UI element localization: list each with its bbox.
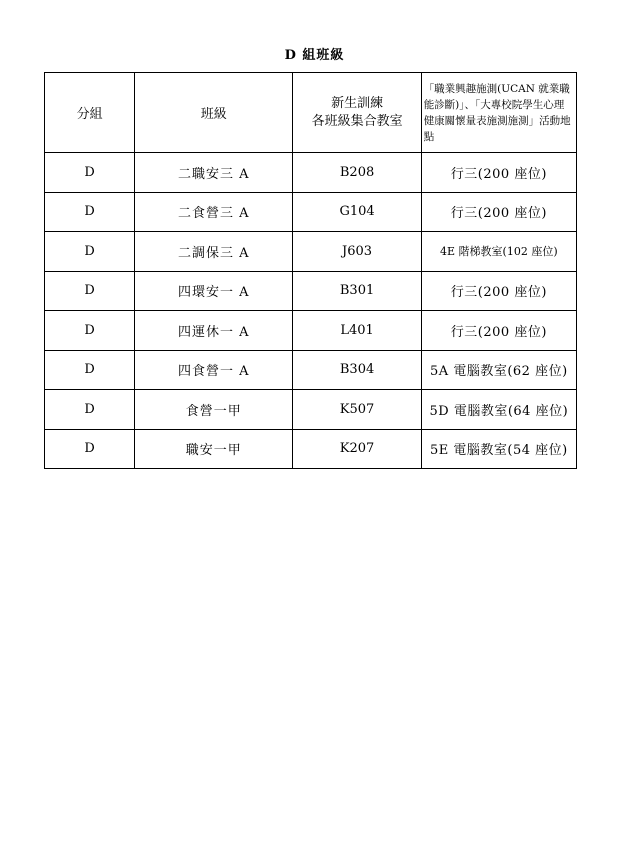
cell-group: D <box>45 350 135 390</box>
cell-class: 二職安三 A <box>135 153 293 193</box>
cell-group: D <box>45 390 135 430</box>
class-schedule-table <box>44 72 577 469</box>
cell-room: B301 <box>293 271 421 311</box>
cell-room: K507 <box>293 390 421 430</box>
cell-location: 5E 電腦教室(54 座位) <box>421 429 576 469</box>
page-title: D 組班級 <box>284 48 345 63</box>
cell-location: 行三(200 座位) <box>421 153 576 193</box>
cell-class: 四環安一 A <box>135 271 293 311</box>
table-row <box>45 350 577 390</box>
table-row <box>45 232 577 272</box>
cell-group: D <box>45 429 135 469</box>
cell-location: 4E 階梯教室(102 座位) <box>421 232 576 272</box>
header-location: 「職業興趣施測(UCAN 就業職能診斷)」、「大專校院學生心理健康關懷量表施測施測」活動地點 <box>421 73 576 153</box>
cell-room: G104 <box>293 192 421 232</box>
cell-room: B208 <box>293 153 421 193</box>
cell-group: D <box>45 192 135 232</box>
cell-class: 職安一甲 <box>135 429 293 469</box>
cell-location: 行三(200 座位) <box>421 192 576 232</box>
cell-group: D <box>45 153 135 193</box>
cell-location: 5D 電腦教室(64 座位) <box>421 390 576 430</box>
header-group: 分組 <box>45 73 135 153</box>
header-room <box>293 73 421 153</box>
cell-group: D <box>45 232 135 272</box>
header-room-line1: 新生訓練 <box>331 95 384 111</box>
cell-class: 二調保三 A <box>135 232 293 272</box>
header-class: 班級 <box>135 73 293 153</box>
table-row <box>45 311 577 351</box>
cell-group: D <box>45 271 135 311</box>
table-row <box>45 271 577 311</box>
cell-group: D <box>45 311 135 351</box>
table-row <box>45 192 577 232</box>
cell-class: 二食營三 A <box>135 192 293 232</box>
cell-location: 行三(200 座位) <box>421 271 576 311</box>
header-room-line2: 各班級集合教室 <box>311 113 403 129</box>
table-header-row <box>45 73 577 153</box>
cell-class: 四運休一 A <box>135 311 293 351</box>
cell-location: 行三(200 座位) <box>421 311 576 351</box>
cell-class: 食營一甲 <box>135 390 293 430</box>
cell-room: K207 <box>293 429 421 469</box>
cell-class: 四食營一 A <box>135 350 293 390</box>
table-row <box>45 390 577 430</box>
cell-room: B304 <box>293 350 421 390</box>
cell-location: 5A 電腦教室(62 座位) <box>421 350 576 390</box>
table-row <box>45 429 577 469</box>
cell-room: J603 <box>293 232 421 272</box>
table-row <box>45 153 577 193</box>
cell-room: L401 <box>293 311 421 351</box>
